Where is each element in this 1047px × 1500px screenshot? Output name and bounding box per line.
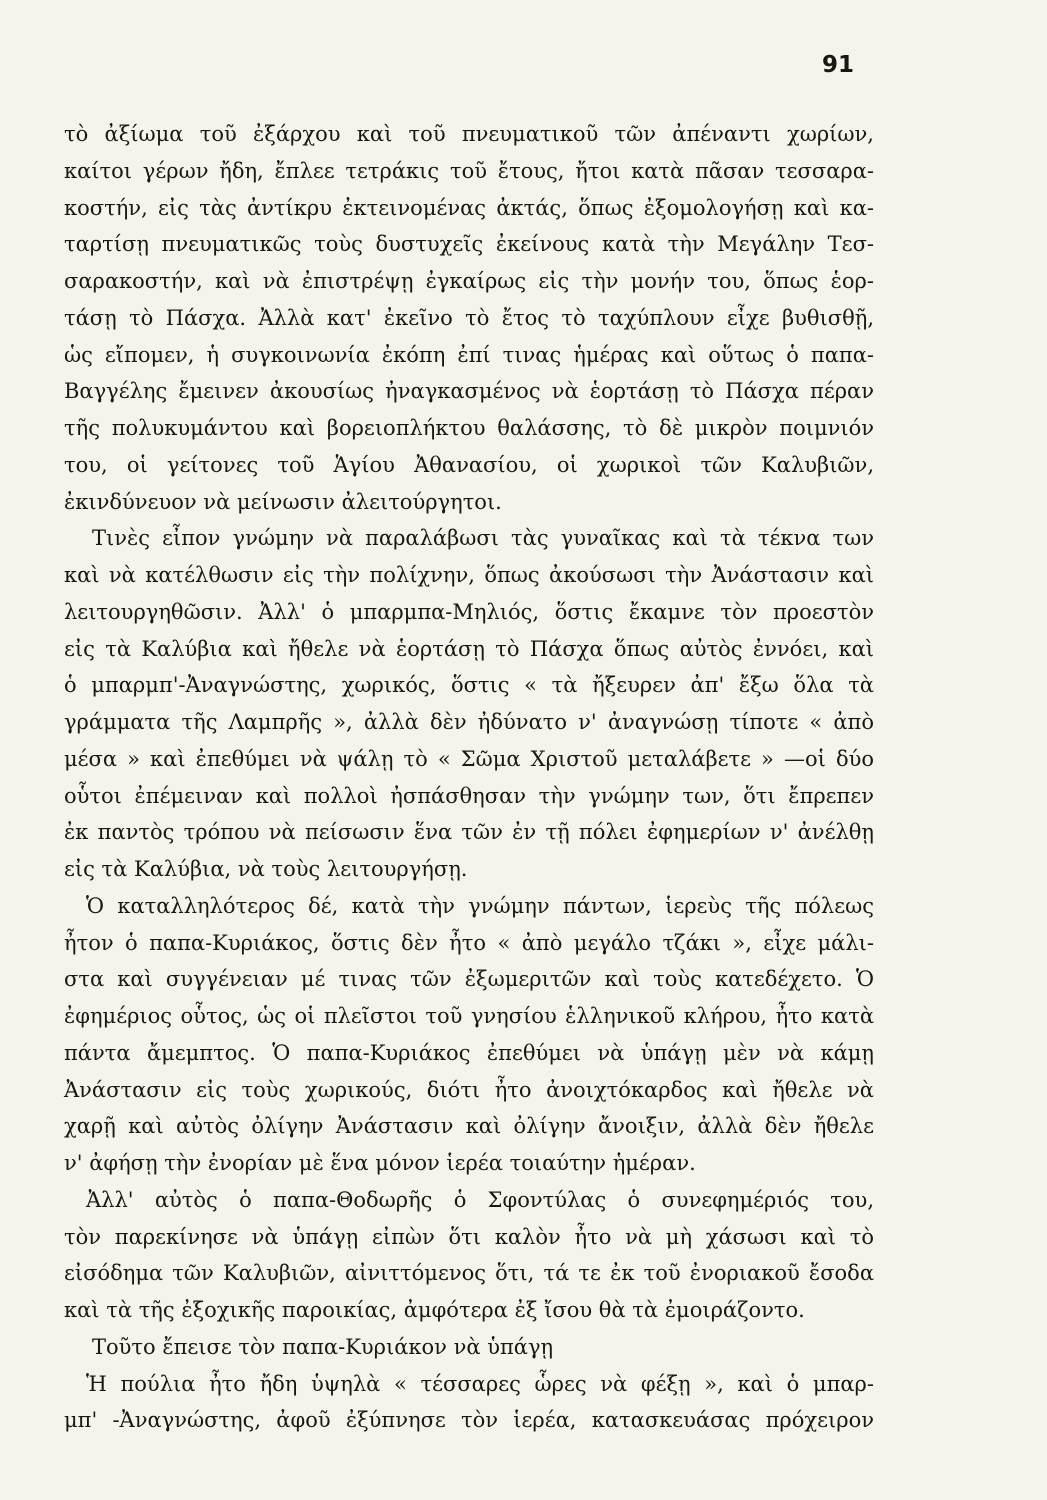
text-line: μπ' -Ἀναγνώστης, ἀφοῦ ἐξύπνησε τὸν ἱερέα, κατασκευάσας πρόχειρον (64, 1408, 874, 1433)
text-line: στα καὶ συγγένειαν μέ τινας τῶν ἐξωμεριτῶν καὶ τοὺς κατεδέχετο. Ὁ (64, 967, 874, 992)
text-line: εἰσόδημα τῶν Καλυβιῶν, αἰνιττόμενος ὅτι, τά τε ἐκ τοῦ ἐνοριακοῦ ἔσοδα (64, 1261, 874, 1286)
text-line: Τινὲς εἶπον γνώμην νὰ παραλάβωσι τὰς γυναῖκας καὶ τὰ τέκνα των (92, 526, 874, 551)
text-line: καίτοι γέρων ἤδη, ἔπλεε τετράκις τοῦ ἔτους, ἤτοι κατὰ πᾶσαν τεσσαρα- (64, 158, 874, 183)
text-line: Τοῦτο ἔπεισε τὸν παπα-Κυριάκον νὰ ὑπάγῃ (92, 1334, 554, 1359)
text-line: εἰς τὰ Καλύβια, νὰ τοὺς λειτουργήσῃ. (64, 857, 468, 881)
text-line: οὗτοι ἐπέμειναν καὶ πολλοὶ ἠσπάσθησαν τὴν γνώμην των, ὅτι ἔπρεπεν (64, 783, 874, 808)
text-line: Ὁ καταλληλότερος δέ, κατὰ τὴν γνώμην πάντων, ἱερεὺς τῆς πόλεως (86, 893, 874, 918)
text-line: Ἀνάστασιν εἰς τοὺς χωρικούς, διότι ἦτο ἀνοιχτόκαρδος καὶ ἤθελε νὰ (64, 1077, 874, 1102)
text-line: τὸ ἀξίωμα τοῦ ἐξάρχου καὶ τοῦ πνευματικοῦ τῶν ἀπέναντι χωρίων, (64, 122, 874, 146)
text-line: τὸν παρεκίνησε νὰ ὑπάγῃ εἰπὼν ὅτι καλὸν ἦτο νὰ μὴ χάσωσι καὶ τὸ (64, 1224, 874, 1249)
text-line: ἦτον ὁ παπα-Κυριάκος, ὅστις δὲν ἦτο « ἀπὸ μεγάλο τζάκι », εἶχε μάλι- (64, 930, 874, 955)
page-number: 91 (822, 52, 855, 78)
text-line: μέσα » καὶ ἐπεθύμει νὰ ψάλῃ τὸ « Σῶμα Χριστοῦ μεταλάβετε » —οἱ δύο (64, 746, 874, 771)
text-line: ν' ἀφήσῃ τὴν ἐνορίαν μὲ ἕνα μόνον ἱερέα τοιαύτην ἡμέραν. (64, 1151, 696, 1175)
text-line: ὡς εἴπομεν, ἡ συγκοινωνία ἐκόπη ἐπί τινας ἡμέρας καὶ οὕτως ὁ παπα- (64, 342, 874, 367)
text-line: λειτουργηθῶσιν. Ἀλλ' ὁ μπαρμπα-Μηλιός, ὅστις ἔκαμνε τὸν προεστὸν (64, 599, 874, 624)
text-line: πάντα ἄμεμπτος. Ὁ παπα-Κυριάκος ἐπεθύμει νὰ ὑπάγῃ μὲν νὰ κάμῃ (64, 1040, 874, 1065)
text-line: εἰς τὰ Καλύβια καὶ ἤθελε νὰ ἑορτάσῃ τὸ Πάσχα ὅπως αὐτὸς ἐννόει, καὶ (64, 636, 874, 661)
text-line: σαρακοστήν, καὶ νὰ ἐπιστρέψῃ ἐγκαίρως εἰς τὴν μονήν του, ὅπως ἑορ- (64, 269, 874, 293)
text-line: τῆς πολυκυμάντου καὶ βορειοπλήκτου θαλάσσης, τὸ δὲ μικρὸν ποιμνιόν (64, 416, 874, 440)
text-line: ταρτίσῃ πνευματικῶς τοὺς δυστυχεῖς ἐκείνους κατὰ τὴν Μεγάλην Τεσ- (64, 232, 874, 257)
text-line: Βαγγέλης ἔμεινεν ἀκουσίως ἠναγκασμένος νὰ ἑορτάσῃ τὸ Πάσχα πέραν (64, 379, 874, 404)
text-line: ἐκ παντὸς τρόπου νὰ πείσωσιν ἕνα τῶν ἐν τῇ πόλει ἐφημερίων ν' ἀνέλθῃ (64, 820, 874, 845)
text-line: ἐκινδύνευον νὰ μείνωσιν ἀλειτούργητοι. (64, 489, 502, 514)
text-line: χαρῇ καὶ αὐτὸς ὀλίγην Ἀνάστασιν καὶ ὀλίγην ἄνοιξιν, ἀλλὰ δὲν ἤθελε (64, 1114, 874, 1139)
text-line: τάσῃ τὸ Πάσχα. Ἀλλὰ κατ' ἐκεῖνο τὸ ἔτος τὸ ταχύπλουν εἶχε βυθισθῇ, (64, 305, 874, 330)
text-line: καὶ τὰ τῆς ἐξοχικῆς παροικίας, ἀμφότερα ἐξ ἴσου θὰ τὰ ἐμοιράζοντο. (64, 1298, 805, 1322)
text-line: ἐφημέριος οὗτος, ὡς οἱ πλεῖστοι τοῦ γνησίου ἑλληνικοῦ κλήρου, ἦτο κατὰ (64, 1004, 874, 1028)
text-line: καὶ νὰ κατέλθωσιν εἰς τὴν πολίχνην, ὅπως ἀκούσωσι τὴν Ἀνάστασιν καὶ (64, 563, 874, 587)
text-line: του, οἱ γείτονες τοῦ Ἁγίου Ἀθανασίου, οἱ χωρικοὶ τῶν Καλυβιῶν, (64, 452, 874, 477)
body-text (64, 116, 874, 1439)
text-line: Ἀλλ' αὐτὸς ὁ παπα-Θοδωρῆς ὁ Σφοντύλας ὁ συνεφημέριός του, (86, 1187, 874, 1212)
text-line: γράμματα τῆς Λαμπρῆς », ἀλλὰ δὲν ἠδύνατο ν' ἀναγνώσῃ τίποτε « ἀπὸ (64, 710, 874, 734)
text-line: Ἡ πούλια ἦτο ἤδη ὑψηλὰ « τέσσαρες ὧρες νὰ φέξῃ », καὶ ὁ μπαρ- (86, 1371, 874, 1396)
text-line: ὁ μπαρμπ'-Ἀναγνώστης, χωρικός, ὅστις « τὰ ἤξευρεν ἀπ' ἔξω ὅλα τὰ (64, 673, 874, 698)
text-line: κοστήν, εἰς τὰς ἀντίκρυ ἐκτεινομένας ἀκτάς, ὅπως ἐξομολογήσῃ καὶ κα- (64, 195, 874, 220)
